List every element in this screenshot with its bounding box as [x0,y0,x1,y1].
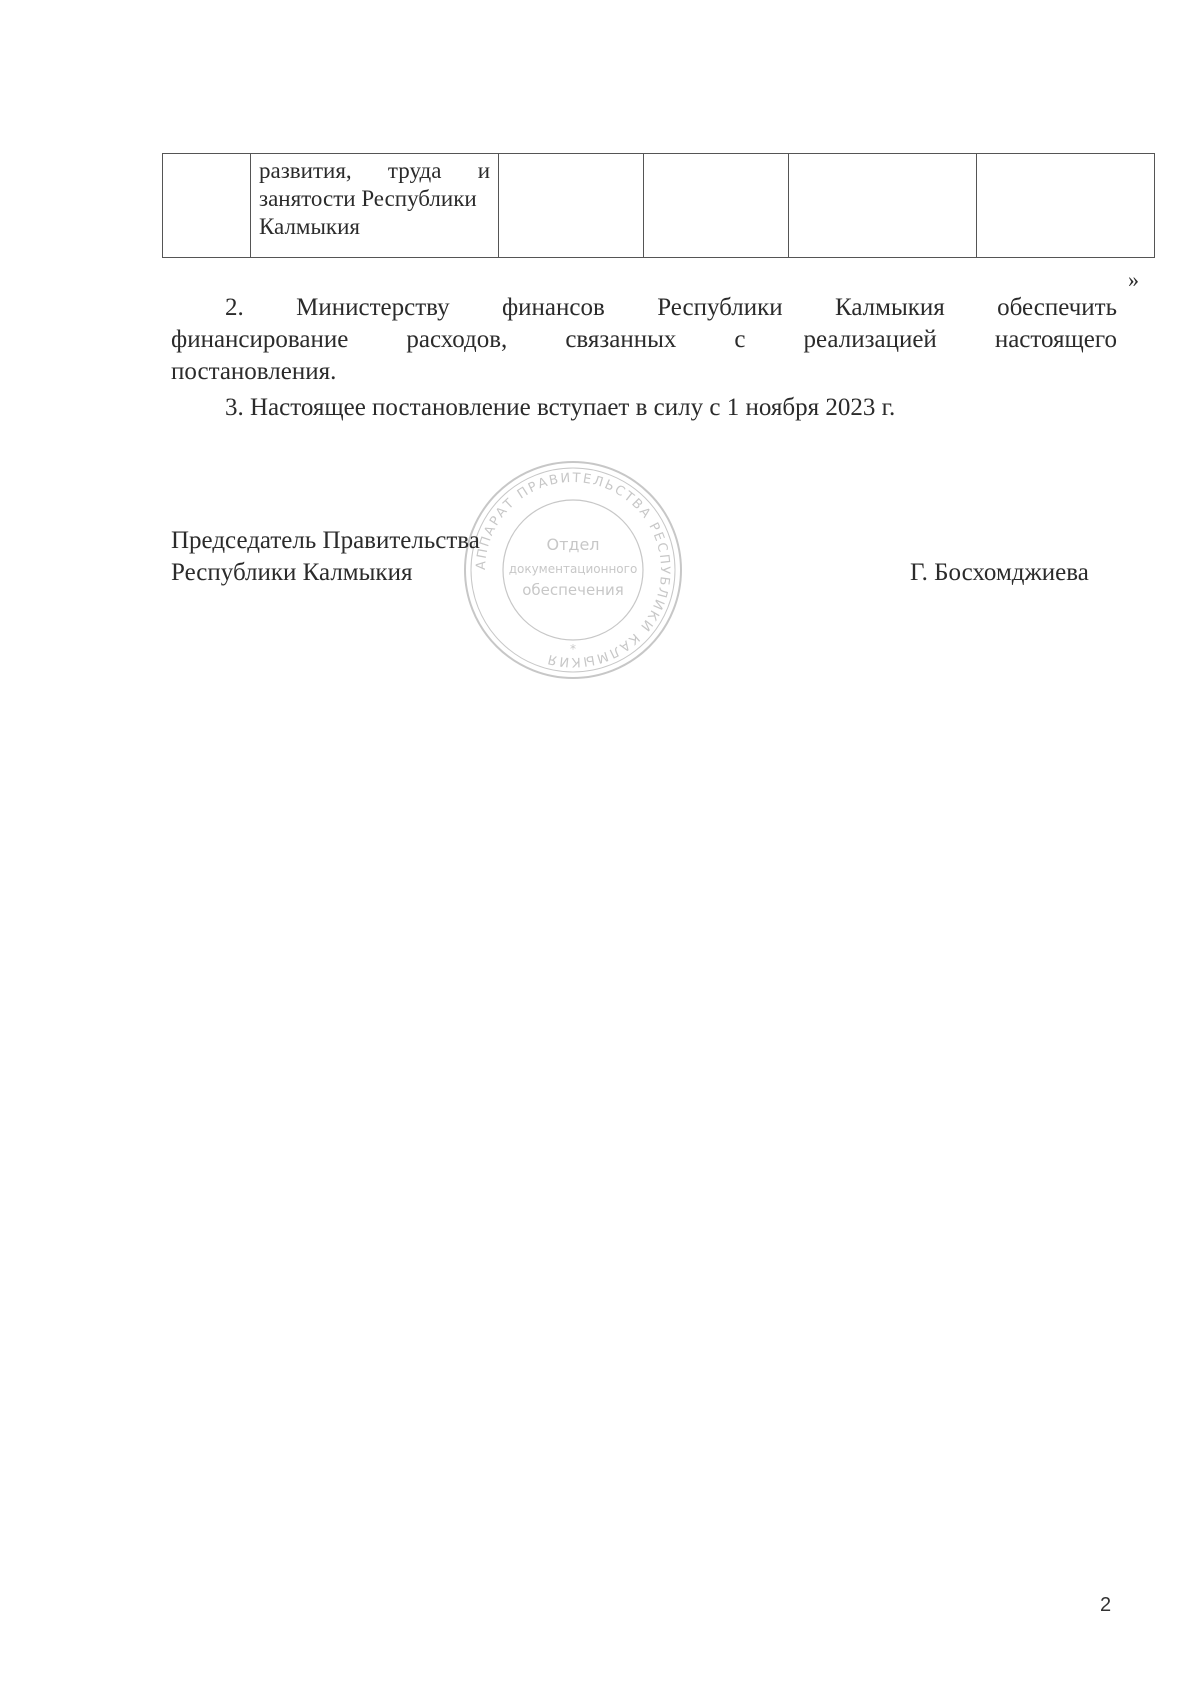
seal-outer-text: АППАРАТ ПРАВИТЕЛЬСТВА РЕСПУБЛИКИ КАЛМЫКИЯ [473,470,673,670]
official-seal [458,455,688,685]
table-cell-empty [977,154,1155,258]
seal-inner-line-2: документационного [508,562,638,576]
word: с [734,326,746,353]
word: реализацией [803,326,937,353]
table-row [163,154,1155,258]
word: настоящего [994,326,1117,353]
word: Министерству [296,294,450,321]
seal-inner-line-1: Отдел [546,535,600,554]
page-number: 2 [1100,1594,1112,1616]
table-fragment [162,153,1155,258]
signatory-title [171,525,480,589]
signatory-title-line: Республики Калмыкия [171,559,413,586]
paragraph-line: постановления. [171,358,337,385]
cell-word: и [477,158,490,183]
table-cell-organization [251,154,499,258]
cell-line-2: занятости Республики [259,186,477,211]
closing-quote: » [1128,267,1139,292]
table-cell-empty [789,154,977,258]
word: финансирование [171,326,349,353]
word: Калмыкия [834,294,945,321]
seal-inner-line-3: обеспечения [522,581,624,599]
signatory-title-line: Председатель Правительства [171,527,480,554]
word: Республики [657,294,783,321]
paragraph-line [171,292,1117,324]
table-cell-empty [644,154,789,258]
word: обеспечить [997,294,1117,321]
word: финансов [501,294,605,321]
cell-line-1 [259,157,490,185]
word: расходов, [406,326,508,353]
cell-word: труда [387,158,442,183]
cell-word: развития, [259,158,352,183]
svg-text:*: * [570,642,576,656]
word: связанных [565,326,677,353]
paragraph-2 [171,292,1117,388]
word: 2. [225,294,244,321]
signatory-name: Г. Босхомджиева [910,559,1089,586]
paragraph-3: 3. Настоящее постановление вступает в силу с 1 ноября 2023 г. [225,394,896,421]
cell-line-3: Калмыкия [259,214,360,239]
table-cell-empty [499,154,644,258]
table-cell-empty [163,154,251,258]
paragraph-line [171,324,1117,356]
